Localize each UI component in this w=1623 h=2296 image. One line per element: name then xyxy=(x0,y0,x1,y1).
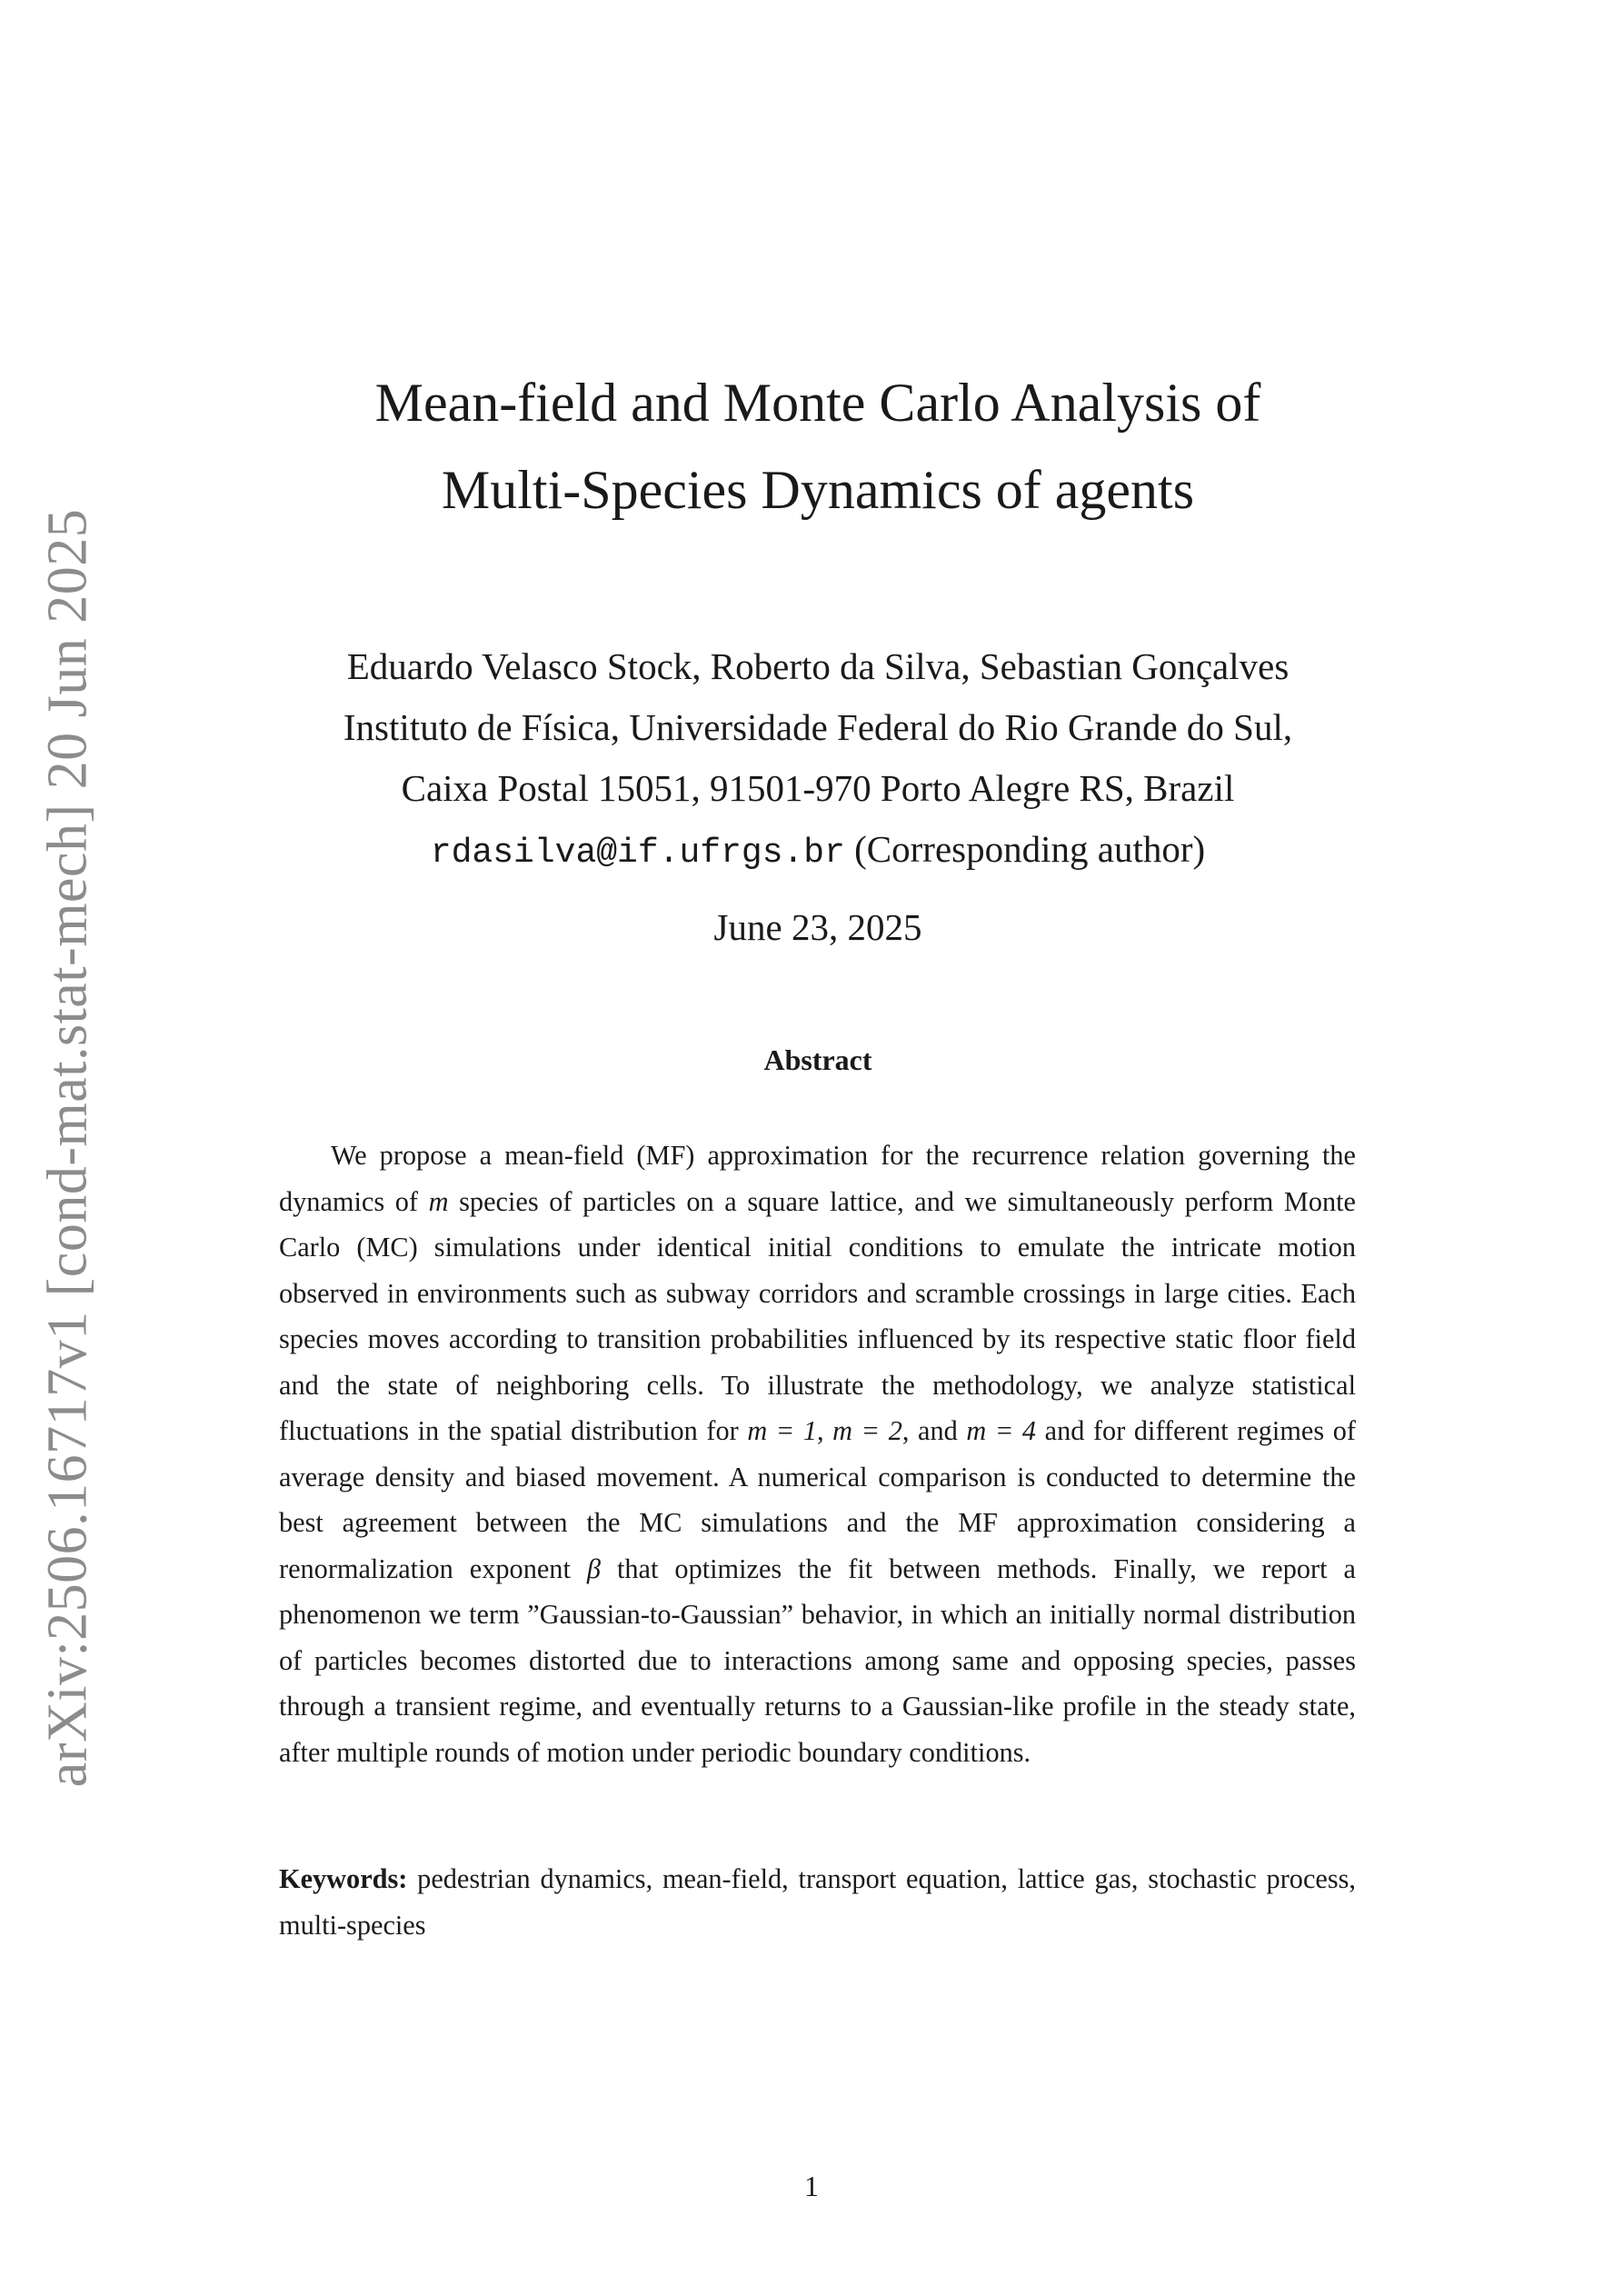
math-m-equals-2: m = 2 xyxy=(832,1415,902,1446)
keywords-label: Keywords: xyxy=(279,1863,408,1894)
paper-date: June 23, 2025 xyxy=(713,906,922,948)
math-m-equals-1: m = 1 xyxy=(747,1415,817,1446)
math-var-m: m xyxy=(428,1185,449,1217)
affiliation-line-2: Caixa Postal 15051, 91501-970 Porto Alegre RS, Brazil xyxy=(401,767,1235,809)
page-number: 1 xyxy=(804,2170,819,2202)
abstract-sep-1: , xyxy=(817,1415,833,1446)
math-m-equals-4: m = 4 xyxy=(966,1415,1037,1446)
corresponding-author-note: (Corresponding author) xyxy=(844,828,1206,870)
title-line-1: Mean-field and Monte Carlo Analysis of xyxy=(374,373,1261,433)
abstract-body xyxy=(279,1133,1356,1775)
abstract-heading: Abstract xyxy=(763,1043,872,1076)
author-names: Eduardo Velasco Stock, Roberto da Silva, Sebastian Gonçalves xyxy=(346,645,1289,687)
abstract-sep-2: , and xyxy=(901,1415,967,1446)
affiliation-line-1: Instituto de Física, Universidade Federal do Rio Grande do Sul, xyxy=(343,706,1293,748)
author-block xyxy=(273,636,1363,883)
keywords-paragraph xyxy=(279,1856,1356,1948)
contact-line xyxy=(273,819,1363,883)
abstract-text-2: species of particles on a square lattice, and we simultaneously perform Monte Carlo (MC) simulations under identical initial conditions to emulate the intricate motion observed in environments such as subway corridors and scramble crossings in large cities. Each species moves according to transition probabilities influenced by its respective static floor field and the state of neighboring cells. To illustrate the methodology, we analyze statistical fluctuations in the spatial distribution for xyxy=(279,1185,1356,1446)
keywords-list: pedestrian dynamics, mean-field, transport equation, lattice gas, stochastic process, multi-species xyxy=(279,1863,1356,1941)
abstract-text-3: and for different regimes of average density and biased movement. A numerical comparison is conducted to determine the best agreement between the MC simulations and the MF approximation considering a renormalization exponent xyxy=(279,1415,1356,1584)
author-email[interactable]: rdasilva@if.ufrgs.br xyxy=(430,834,845,873)
abstract-text-4: that optimizes the fit between methods. Finally, we report a phenomenon we term ”Gaussian-to-Gaussian” behavior, in which an initially normal distribution of particles becomes distorted due to interactions among same and opposing species, passes through a transient regime, and eventually returns to a Gaussian-like profile in the steady state, after multiple rounds of motion under periodic boundary conditions. xyxy=(279,1552,1356,1768)
abstract-text-1: We propose a mean-field (MF) approximation for the recurrence relation governing the dynamics of xyxy=(279,1140,1356,1217)
math-var-beta: β xyxy=(586,1552,601,1584)
paper-title xyxy=(273,359,1363,534)
title-line-2: Multi-Species Dynamics of agents xyxy=(441,460,1195,520)
arxiv-identifier-stamp: arXiv:2506.16717v1 [cond-mat.stat-mech] 20 Jun 2025 xyxy=(36,508,99,1788)
